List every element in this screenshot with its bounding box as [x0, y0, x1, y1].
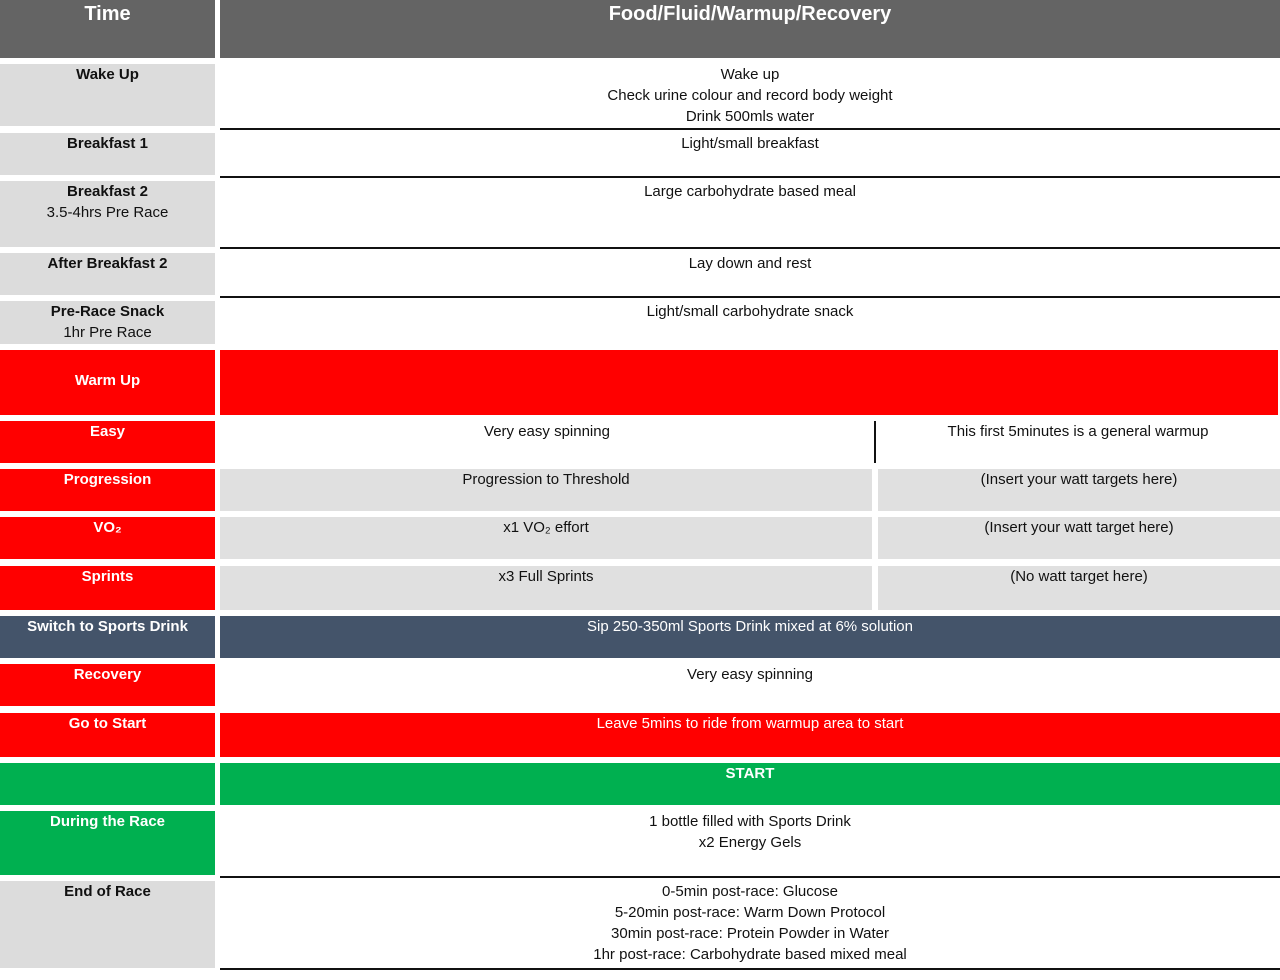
activity-line: Check urine colour and record body weight — [607, 87, 893, 104]
time-after-breakfast-2 — [0, 253, 215, 295]
activity-progression — [220, 469, 872, 511]
time-sprints — [0, 566, 215, 610]
time-label: After Breakfast 2 — [47, 255, 168, 272]
activity-recovery — [220, 664, 1280, 706]
time-label: Go to Start — [68, 715, 147, 732]
activity-line: Lay down and rest — [688, 255, 812, 272]
time-label: Progression — [63, 471, 152, 488]
row-divider — [220, 876, 1280, 878]
activity-switch-sports-drink — [220, 616, 1280, 658]
activity-pre-race-snack — [220, 301, 1280, 344]
time-warm-up — [0, 350, 215, 415]
time-breakfast-2 — [0, 181, 215, 247]
activity-vo2 — [220, 517, 872, 559]
activity-line: 1hr post-race: Carbohydrate based mixed meal — [593, 946, 907, 963]
time-switch-sports-drink — [0, 616, 215, 658]
activity-after-breakfast-2 — [220, 253, 1280, 295]
activity-start — [220, 763, 1280, 805]
time-label: Switch to Sports Drink — [27, 618, 188, 635]
activity-line: x3 Full Sprints — [498, 568, 594, 585]
activity-sprints — [220, 566, 872, 610]
activity-line: Light/small carbohydrate snack — [646, 303, 854, 320]
activity-line: Wake up — [720, 66, 780, 83]
header-activity — [220, 0, 1280, 58]
activity-line: x2 Energy Gels — [698, 834, 802, 851]
activity-line: Progression to Threshold — [462, 471, 630, 488]
row-divider — [220, 176, 1280, 178]
time-start — [0, 763, 215, 805]
time-sub-label: 3.5-4hrs Pre Race — [46, 204, 169, 221]
time-label: During the Race — [49, 813, 166, 830]
target-easy — [878, 421, 1278, 463]
time-label: Recovery — [73, 666, 142, 683]
row-divider — [220, 128, 1280, 130]
time-label: Wake Up — [76, 66, 139, 83]
time-label: Pre-Race Snack — [50, 303, 165, 320]
activity-line: 0-5min post-race: Glucose — [662, 883, 838, 900]
time-label: Breakfast 2 — [67, 183, 148, 200]
target-line: (No watt target here) — [1010, 568, 1148, 585]
activity-line: Leave 5mins to ride from warmup area to start — [596, 715, 904, 732]
activity-line: Very easy spinning — [687, 666, 813, 683]
time-wake-up — [0, 64, 215, 126]
activity-line: 30min post-race: Protein Powder in Water — [611, 925, 889, 942]
activity-line: Large carbohydrate based meal — [644, 183, 856, 200]
header-time — [0, 0, 215, 58]
time-label: VO₂ — [93, 519, 122, 536]
activity-during-race — [220, 811, 1280, 875]
activity-line: 5-20min post-race: Warm Down Protocol — [614, 904, 886, 921]
time-sub-label: 1hr Pre Race — [63, 324, 152, 341]
time-label: Sprints — [81, 568, 134, 585]
activity-line: START — [725, 765, 775, 782]
activity-go-to-start — [220, 713, 1280, 757]
target-line: (Insert your watt targets here) — [980, 471, 1178, 488]
column-divider — [874, 421, 876, 463]
time-recovery — [0, 664, 215, 706]
time-go-to-start — [0, 713, 215, 757]
time-end-of-race — [0, 881, 215, 968]
time-label: Warm Up — [74, 372, 141, 389]
target-vo2 — [878, 517, 1280, 559]
activity-line: Sip 250-350ml Sports Drink mixed at 6% solution — [587, 618, 913, 635]
activity-line: Drink 500mls water — [685, 108, 815, 125]
activity-line: Light/small breakfast — [681, 135, 819, 152]
activity-end-of-race — [220, 881, 1280, 968]
target-line: This first 5minutes is a general warmup — [947, 423, 1209, 440]
time-pre-race-snack — [0, 301, 215, 344]
activity-breakfast-1 — [220, 133, 1280, 175]
time-breakfast-1 — [0, 133, 215, 175]
activity-breakfast-2 — [220, 181, 1280, 247]
target-progression — [878, 469, 1280, 511]
row-divider — [220, 968, 1280, 970]
header-time-label: Time — [84, 3, 131, 25]
row-divider — [220, 247, 1280, 249]
time-label: Breakfast 1 — [67, 135, 148, 152]
time-label: End of Race — [64, 883, 151, 900]
activity-warm-up-band — [220, 350, 1278, 415]
activity-line: 1 bottle filled with Sports Drink — [649, 813, 851, 830]
activity-line: x1 VO₂ effort — [503, 519, 589, 536]
target-sprints — [878, 566, 1280, 610]
activity-easy — [220, 421, 874, 463]
time-vo2 — [0, 517, 215, 559]
time-during-race — [0, 811, 215, 875]
time-progression — [0, 469, 215, 511]
target-line: (Insert your watt target here) — [984, 519, 1174, 536]
time-easy — [0, 421, 215, 463]
header-activity-label: Food/Fluid/Warmup/Recovery — [608, 3, 892, 25]
activity-line: Very easy spinning — [484, 423, 610, 440]
row-divider — [220, 296, 1280, 298]
time-label: Easy — [89, 423, 126, 440]
activity-wake-up — [220, 64, 1280, 128]
